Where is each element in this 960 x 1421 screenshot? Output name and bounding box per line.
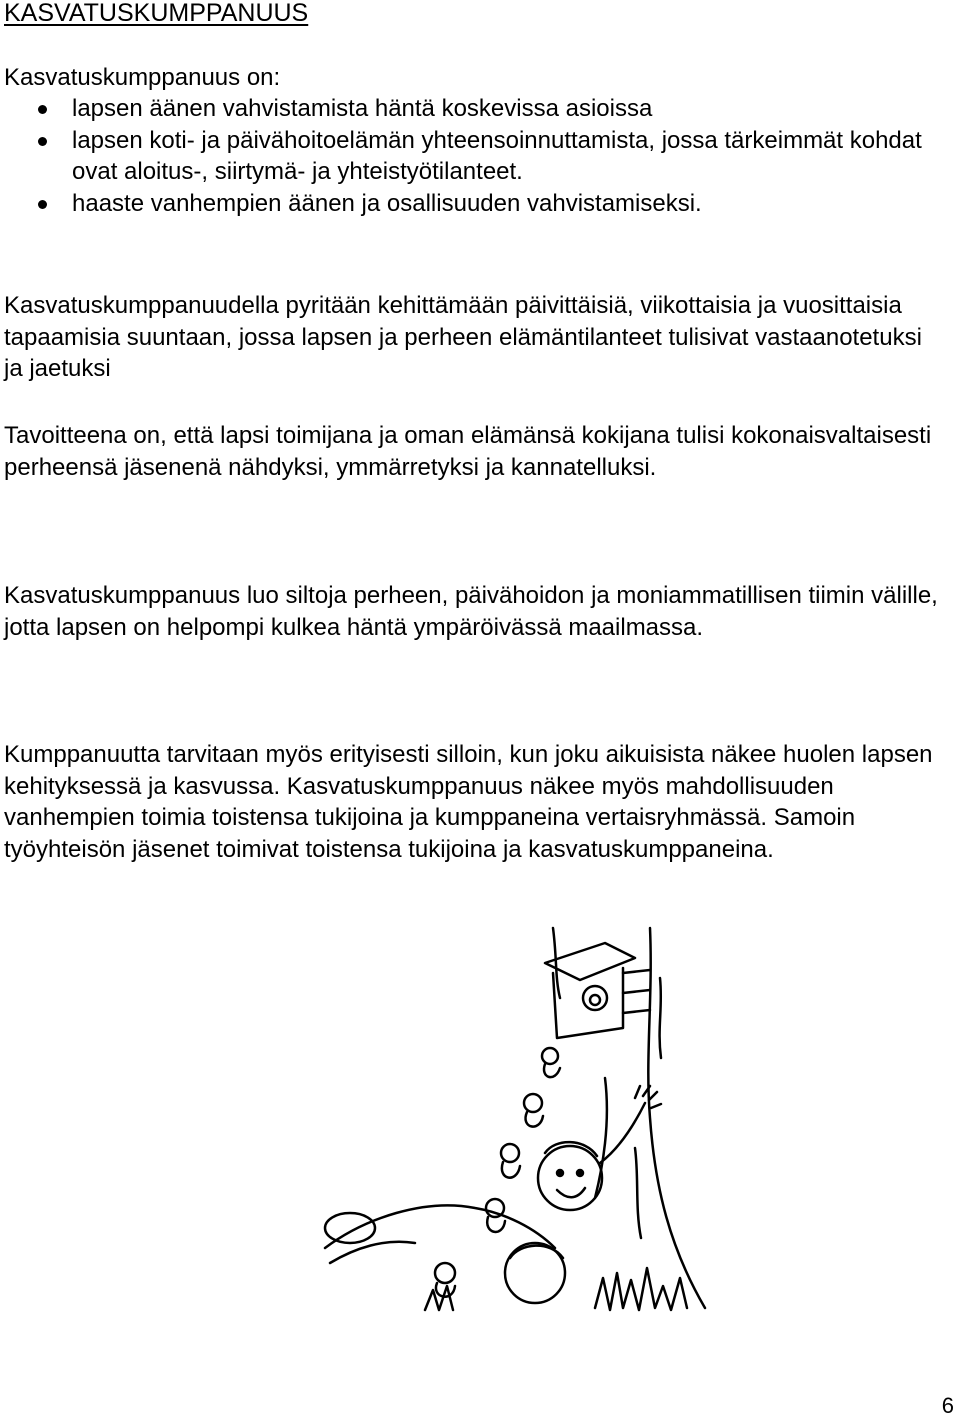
paragraph: Kasvatuskumppanuus luo siltoja perheen, päivähoidon ja moniammatillisen tiimin välille, jotta lapsen on helpompi kulkea häntä ympäröivässä maailmassa. (4, 582, 938, 641)
tree-birdhouse-illustration (305, 918, 735, 1318)
page-title: KASVATUSKUMPPANUUS (4, 0, 309, 27)
list-item (4, 125, 924, 188)
paragraph: Tavoitteena on, että lapsi toimijana ja oman elämänsä kokijana tulisi kokonaisvaltaisesti perheensä jäsenenä nähdyksi, ymmärretyksi ja kannatelluksi. (4, 422, 932, 481)
list-item (4, 93, 924, 125)
list-item-text: haaste vanhempien äänen ja osallisuuden vahvistamiseksi. (72, 189, 702, 217)
adult-leg (330, 1242, 415, 1263)
bird-head-icon (590, 995, 600, 1005)
tree-bark-line (635, 1148, 641, 1238)
page-number: 6 (941, 1393, 954, 1418)
paragraph: Kasvatuskumppanuudella pyritään kehittämään päivittäisiä, viikottaisia ja vuosittaisia tapaamisia suuntaan, jossa lapsen ja perheen elämäntilanteet tulisivat vastaanotetuksi ja jaetuksi (4, 292, 922, 382)
birdhouse-body (553, 968, 623, 1038)
tree-bark-line (660, 978, 661, 1058)
child-eye (557, 1170, 563, 1176)
child-mouth (557, 1188, 585, 1197)
bird-icon (501, 1144, 519, 1162)
bird-body (544, 1064, 560, 1077)
child-head (538, 1146, 602, 1210)
list-item (4, 188, 924, 220)
bullet-list (4, 93, 924, 219)
bird-body (502, 1162, 520, 1178)
grass (595, 1268, 687, 1310)
bird-icon (435, 1263, 455, 1283)
birdhouse-bracket (623, 970, 650, 1013)
grass (425, 1286, 453, 1310)
child-eye (577, 1170, 583, 1176)
list-item-text: lapsen äänen vahvistamista häntä koskevissa asioissa (72, 95, 653, 122)
bullet-icon (38, 105, 47, 114)
adult-shoe (325, 1213, 375, 1243)
bird-body (487, 1217, 505, 1232)
bullet-icon (38, 200, 47, 209)
tree-trunk-right (648, 928, 705, 1308)
paragraph: Kumppanuutta tarvitaan myös erityisesti silloin, kun joku aikuisista näkee huolen lapsen kehityksessä ja kasvussa. Kasvatuskumppanuus näkee myös mahdollisuuden vanhempien toimia toistensa tukijoina ja kumppaneina vertaisryhmässä. Samoin työyhteisön jäsenet toimivat toistensa tukijoina ja kasvatuskumppaneina. (4, 741, 933, 863)
bird-body (526, 1112, 543, 1127)
birdhouse-roof (545, 943, 635, 980)
bird-icon (542, 1048, 558, 1064)
intro-text: Kasvatuskumppanuus on: (4, 64, 281, 91)
birdhouse-hole (583, 986, 607, 1010)
bird-icon (524, 1094, 542, 1112)
list-item-text: lapsen koti- ja päivähoitoelämän yhteensoinnuttamista, jossa tärkeimmät kohdat ovat aloitus-, siirtymä- ja yhteistyötilanteet. (72, 126, 922, 185)
bullet-icon (38, 137, 47, 146)
